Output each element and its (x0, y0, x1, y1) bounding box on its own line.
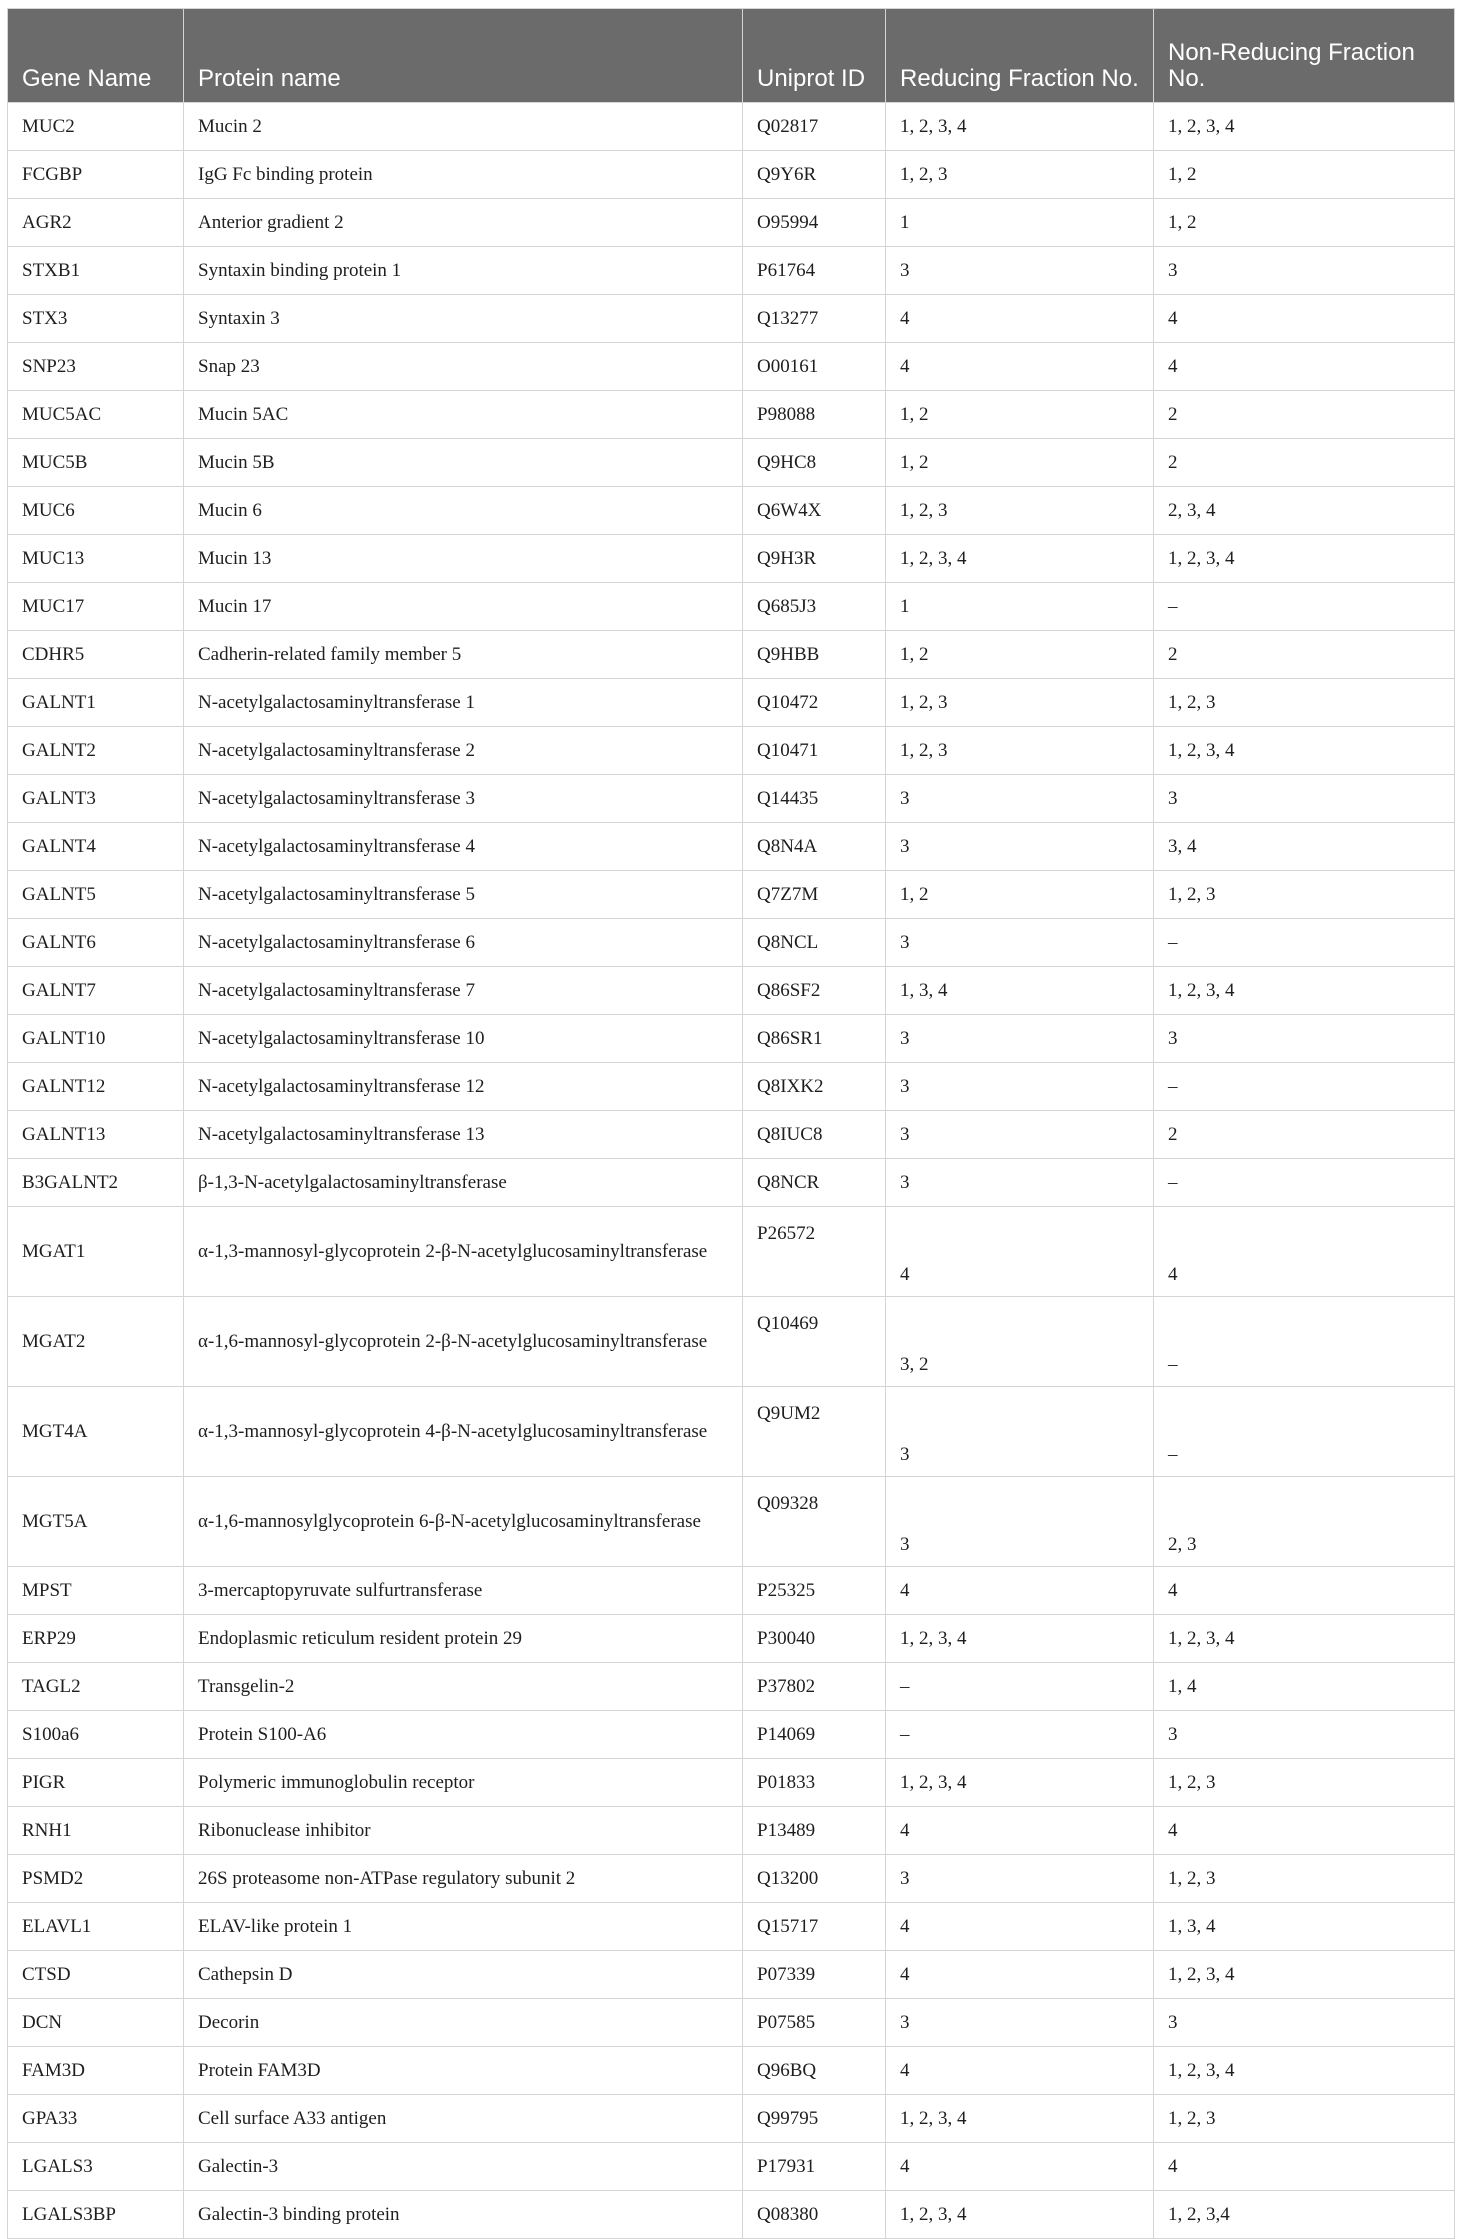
reducing-fraction-cell: 1, 2, 3, 4 (886, 2191, 1154, 2239)
reducing-fraction-cell: – (886, 1711, 1154, 1759)
protein-name-cell: N-acetylgalactosaminyltransferase 3 (184, 775, 743, 823)
gene-name-cell: GALNT12 (8, 1063, 184, 1111)
protein-name-cell: Snap 23 (184, 343, 743, 391)
uniprot-id-cell: Q8NCR (743, 1159, 886, 1207)
gene-name-cell: RNH1 (8, 1807, 184, 1855)
protein-name-cell: 26S proteasome non-ATPase regulatory subunit 2 (184, 1855, 743, 1903)
uniprot-id-cell: P01833 (743, 1759, 886, 1807)
uniprot-id-cell: Q6W4X (743, 487, 886, 535)
non-reducing-fraction-cell: – (1154, 1159, 1455, 1207)
gene-name-cell: MUC17 (8, 583, 184, 631)
reducing-fraction-cell: 1, 2, 3 (886, 487, 1154, 535)
uniprot-id-cell: P17931 (743, 2143, 886, 2191)
gene-name-cell: LGALS3 (8, 2143, 184, 2191)
reducing-fraction-cell: 4 (886, 343, 1154, 391)
uniprot-id-cell: Q9UM2 (743, 1387, 886, 1477)
gene-name-cell: GALNT7 (8, 967, 184, 1015)
gene-name-cell: SNP23 (8, 343, 184, 391)
uniprot-id-cell: P07339 (743, 1951, 886, 1999)
protein-name-cell: Mucin 6 (184, 487, 743, 535)
protein-name-cell: Galectin-3 (184, 2143, 743, 2191)
protein-name-cell: α-1,6-mannosylglycoprotein 6-β-N-acetylglucosaminyltransferase (184, 1477, 743, 1567)
non-reducing-fraction-cell: 3 (1154, 247, 1455, 295)
gene-name-cell: MUC5AC (8, 391, 184, 439)
non-reducing-fraction-cell: 3 (1154, 1999, 1455, 2047)
table-row (8, 871, 1455, 919)
reducing-fraction-cell: 1, 2, 3, 4 (886, 1759, 1154, 1807)
table-row (8, 1663, 1455, 1711)
uniprot-id-cell: Q08380 (743, 2191, 886, 2239)
reducing-fraction-cell: 1, 2 (886, 631, 1154, 679)
table-row (8, 2191, 1455, 2239)
table-row (8, 247, 1455, 295)
gene-name-cell: GALNT3 (8, 775, 184, 823)
gene-name-cell: B3GALNT2 (8, 1159, 184, 1207)
gene-name-cell: GALNT4 (8, 823, 184, 871)
gene-name-cell: GALNT6 (8, 919, 184, 967)
non-reducing-fraction-cell: 1, 2, 3 (1154, 2095, 1455, 2143)
uniprot-id-cell: Q10471 (743, 727, 886, 775)
gene-name-cell: MUC13 (8, 535, 184, 583)
uniprot-id-cell: Q15717 (743, 1903, 886, 1951)
protein-name-cell: Anterior gradient 2 (184, 199, 743, 247)
uniprot-id-cell: Q8N4A (743, 823, 886, 871)
uniprot-id-cell: P98088 (743, 391, 886, 439)
reducing-fraction-cell: 4 (886, 1807, 1154, 1855)
uniprot-id-cell: Q685J3 (743, 583, 886, 631)
protein-name-cell: IgG Fc binding protein (184, 151, 743, 199)
uniprot-id-cell: P14069 (743, 1711, 886, 1759)
table-row (8, 1807, 1455, 1855)
uniprot-id-cell: P30040 (743, 1615, 886, 1663)
gene-name-cell: MGAT2 (8, 1297, 184, 1387)
gene-name-cell: AGR2 (8, 199, 184, 247)
gene-name-cell: STX3 (8, 295, 184, 343)
reducing-fraction-cell: 4 (886, 2143, 1154, 2191)
table-header (8, 9, 1455, 103)
protein-name-cell: Syntaxin binding protein 1 (184, 247, 743, 295)
non-reducing-fraction-cell: 2, 3, 4 (1154, 487, 1455, 535)
gene-name-cell: PIGR (8, 1759, 184, 1807)
reducing-fraction-cell: 1, 2 (886, 871, 1154, 919)
non-reducing-fraction-cell: 1, 2, 3,4 (1154, 2191, 1455, 2239)
uniprot-id-cell: Q9HBB (743, 631, 886, 679)
table-row (8, 775, 1455, 823)
reducing-fraction-cell: 3 (886, 919, 1154, 967)
protein-name-cell: N-acetylgalactosaminyltransferase 4 (184, 823, 743, 871)
non-reducing-fraction-cell: 4 (1154, 1567, 1455, 1615)
non-reducing-fraction-cell: 4 (1154, 2143, 1455, 2191)
table-row (8, 439, 1455, 487)
reducing-fraction-cell: 3 (886, 1387, 1154, 1477)
reducing-fraction-cell: 3 (886, 1855, 1154, 1903)
table-row (8, 1855, 1455, 1903)
uniprot-id-cell: Q8IUC8 (743, 1111, 886, 1159)
gene-name-cell: GALNT5 (8, 871, 184, 919)
table-row (8, 295, 1455, 343)
uniprot-id-cell: Q96BQ (743, 2047, 886, 2095)
non-reducing-fraction-cell: 2 (1154, 439, 1455, 487)
non-reducing-fraction-cell: 1, 2, 3, 4 (1154, 967, 1455, 1015)
reducing-fraction-cell: 3 (886, 1063, 1154, 1111)
non-reducing-fraction-cell: 1, 2, 3 (1154, 1855, 1455, 1903)
table-row (8, 151, 1455, 199)
table-row (8, 1297, 1455, 1387)
uniprot-id-cell: Q10472 (743, 679, 886, 727)
table-row (8, 1951, 1455, 1999)
uniprot-id-cell: Q9HC8 (743, 439, 886, 487)
reducing-fraction-cell: 3 (886, 247, 1154, 295)
gene-name-cell: GPA33 (8, 2095, 184, 2143)
protein-name-cell: N-acetylgalactosaminyltransferase 12 (184, 1063, 743, 1111)
gene-name-cell: PSMD2 (8, 1855, 184, 1903)
table-row (8, 1015, 1455, 1063)
protein-name-cell: Polymeric immunoglobulin receptor (184, 1759, 743, 1807)
table-row (8, 2047, 1455, 2095)
reducing-fraction-cell: – (886, 1663, 1154, 1711)
protein-name-cell: N-acetylgalactosaminyltransferase 7 (184, 967, 743, 1015)
uniprot-id-cell: Q9H3R (743, 535, 886, 583)
gene-name-cell: CDHR5 (8, 631, 184, 679)
non-reducing-fraction-cell: 1, 2 (1154, 151, 1455, 199)
non-reducing-fraction-cell: 4 (1154, 1207, 1455, 1297)
gene-name-cell: ELAVL1 (8, 1903, 184, 1951)
reducing-fraction-cell: 3 (886, 1159, 1154, 1207)
non-reducing-fraction-cell: 3, 4 (1154, 823, 1455, 871)
table-row (8, 1903, 1455, 1951)
uniprot-id-cell: Q9Y6R (743, 151, 886, 199)
gene-name-cell: MUC5B (8, 439, 184, 487)
protein-name-cell: Cell surface A33 antigen (184, 2095, 743, 2143)
uniprot-id-cell: O95994 (743, 199, 886, 247)
table-container (7, 8, 1454, 2239)
non-reducing-fraction-cell: 1, 2, 3, 4 (1154, 1615, 1455, 1663)
non-reducing-fraction-cell: 3 (1154, 1015, 1455, 1063)
uniprot-id-cell: Q13200 (743, 1855, 886, 1903)
protein-name-cell: β-1,3-N-acetylgalactosaminyltransferase (184, 1159, 743, 1207)
table-row (8, 1567, 1455, 1615)
reducing-fraction-cell: 3 (886, 1477, 1154, 1567)
protein-name-cell: Cadherin-related family member 5 (184, 631, 743, 679)
reducing-fraction-cell: 3, 2 (886, 1297, 1154, 1387)
protein-name-cell: N-acetylgalactosaminyltransferase 2 (184, 727, 743, 775)
reducing-fraction-cell: 1, 2, 3, 4 (886, 2095, 1154, 2143)
non-reducing-fraction-cell: – (1154, 1387, 1455, 1477)
gene-name-cell: MUC6 (8, 487, 184, 535)
header-protein-name: Protein name (184, 9, 743, 103)
uniprot-id-cell: Q8IXK2 (743, 1063, 886, 1111)
table-row (8, 1111, 1455, 1159)
table-row (8, 487, 1455, 535)
non-reducing-fraction-cell: 1, 4 (1154, 1663, 1455, 1711)
protein-name-cell: Decorin (184, 1999, 743, 2047)
uniprot-id-cell: P26572 (743, 1207, 886, 1297)
uniprot-id-cell: P37802 (743, 1663, 886, 1711)
reducing-fraction-cell: 1, 2, 3, 4 (886, 535, 1154, 583)
gene-name-cell: GALNT2 (8, 727, 184, 775)
protein-name-cell: α-1,3-mannosyl-glycoprotein 2-β-N-acetylglucosaminyltransferase (184, 1207, 743, 1297)
non-reducing-fraction-cell: – (1154, 919, 1455, 967)
reducing-fraction-cell: 3 (886, 823, 1154, 871)
gene-name-cell: MGT5A (8, 1477, 184, 1567)
table-row (8, 583, 1455, 631)
reducing-fraction-cell: 1, 2, 3 (886, 727, 1154, 775)
table-row (8, 1063, 1455, 1111)
non-reducing-fraction-cell: 2 (1154, 631, 1455, 679)
protein-table (7, 8, 1455, 2239)
uniprot-id-cell: P25325 (743, 1567, 886, 1615)
non-reducing-fraction-cell: 1, 2, 3 (1154, 871, 1455, 919)
reducing-fraction-cell: 4 (886, 1951, 1154, 1999)
protein-name-cell: α-1,3-mannosyl-glycoprotein 4-β-N-acetylglucosaminyltransferase (184, 1387, 743, 1477)
header-row (8, 9, 1455, 103)
protein-name-cell: N-acetylgalactosaminyltransferase 5 (184, 871, 743, 919)
protein-name-cell: N-acetylgalactosaminyltransferase 10 (184, 1015, 743, 1063)
table-row (8, 1711, 1455, 1759)
reducing-fraction-cell: 1, 2, 3, 4 (886, 103, 1154, 151)
table-row (8, 1159, 1455, 1207)
gene-name-cell: GALNT10 (8, 1015, 184, 1063)
uniprot-id-cell: Q09328 (743, 1477, 886, 1567)
reducing-fraction-cell: 1 (886, 199, 1154, 247)
non-reducing-fraction-cell: 2 (1154, 391, 1455, 439)
gene-name-cell: MGT4A (8, 1387, 184, 1477)
non-reducing-fraction-cell: 3 (1154, 775, 1455, 823)
table-row (8, 727, 1455, 775)
protein-name-cell: Protein S100-A6 (184, 1711, 743, 1759)
non-reducing-fraction-cell: 2, 3 (1154, 1477, 1455, 1567)
uniprot-id-cell: Q7Z7M (743, 871, 886, 919)
protein-name-cell: Mucin 5B (184, 439, 743, 487)
reducing-fraction-cell: 1, 3, 4 (886, 967, 1154, 1015)
table-body (8, 103, 1455, 2239)
uniprot-id-cell: Q10469 (743, 1297, 886, 1387)
protein-name-cell: Syntaxin 3 (184, 295, 743, 343)
protein-name-cell: Mucin 5AC (184, 391, 743, 439)
protein-name-cell: Mucin 17 (184, 583, 743, 631)
protein-name-cell: 3-mercaptopyruvate sulfurtransferase (184, 1567, 743, 1615)
protein-name-cell: Mucin 13 (184, 535, 743, 583)
non-reducing-fraction-cell: 1, 2, 3 (1154, 1759, 1455, 1807)
table-row (8, 967, 1455, 1015)
table-row (8, 103, 1455, 151)
gene-name-cell: S100a6 (8, 1711, 184, 1759)
non-reducing-fraction-cell: 4 (1154, 343, 1455, 391)
protein-name-cell: Transgelin-2 (184, 1663, 743, 1711)
gene-name-cell: FAM3D (8, 2047, 184, 2095)
protein-name-cell: Ribonuclease inhibitor (184, 1807, 743, 1855)
gene-name-cell: MUC2 (8, 103, 184, 151)
reducing-fraction-cell: 4 (886, 1567, 1154, 1615)
reducing-fraction-cell: 1, 2, 3, 4 (886, 1615, 1154, 1663)
non-reducing-fraction-cell: 1, 2, 3, 4 (1154, 2047, 1455, 2095)
protein-name-cell: Galectin-3 binding protein (184, 2191, 743, 2239)
gene-name-cell: MGAT1 (8, 1207, 184, 1297)
reducing-fraction-cell: 1, 2, 3 (886, 679, 1154, 727)
reducing-fraction-cell: 3 (886, 1111, 1154, 1159)
protein-name-cell: N-acetylgalactosaminyltransferase 1 (184, 679, 743, 727)
table-row (8, 1207, 1455, 1297)
protein-name-cell: Mucin 2 (184, 103, 743, 151)
header-reducing-fraction: Reducing Fraction No. (886, 9, 1154, 103)
gene-name-cell: DCN (8, 1999, 184, 2047)
table-row (8, 1387, 1455, 1477)
gene-name-cell: FCGBP (8, 151, 184, 199)
table-row (8, 199, 1455, 247)
reducing-fraction-cell: 4 (886, 2047, 1154, 2095)
gene-name-cell: TAGL2 (8, 1663, 184, 1711)
table-row (8, 2143, 1455, 2191)
non-reducing-fraction-cell: – (1154, 583, 1455, 631)
table-row (8, 2095, 1455, 2143)
non-reducing-fraction-cell: 1, 2, 3 (1154, 679, 1455, 727)
uniprot-id-cell: Q14435 (743, 775, 886, 823)
protein-name-cell: Endoplasmic reticulum resident protein 29 (184, 1615, 743, 1663)
reducing-fraction-cell: 4 (886, 1903, 1154, 1951)
uniprot-id-cell: P61764 (743, 247, 886, 295)
table-row (8, 919, 1455, 967)
non-reducing-fraction-cell: 1, 2, 3, 4 (1154, 103, 1455, 151)
table-row (8, 1759, 1455, 1807)
table-row (8, 1615, 1455, 1663)
non-reducing-fraction-cell: 4 (1154, 1807, 1455, 1855)
non-reducing-fraction-cell: 1, 2 (1154, 199, 1455, 247)
uniprot-id-cell: P07585 (743, 1999, 886, 2047)
table-row (8, 1477, 1455, 1567)
protein-name-cell: N-acetylgalactosaminyltransferase 6 (184, 919, 743, 967)
protein-name-cell: Protein FAM3D (184, 2047, 743, 2095)
non-reducing-fraction-cell: – (1154, 1297, 1455, 1387)
uniprot-id-cell: Q02817 (743, 103, 886, 151)
gene-name-cell: MPST (8, 1567, 184, 1615)
reducing-fraction-cell: 4 (886, 295, 1154, 343)
non-reducing-fraction-cell: 3 (1154, 1711, 1455, 1759)
table-row (8, 679, 1455, 727)
reducing-fraction-cell: 1 (886, 583, 1154, 631)
non-reducing-fraction-cell: 1, 2, 3, 4 (1154, 727, 1455, 775)
non-reducing-fraction-cell: 1, 3, 4 (1154, 1903, 1455, 1951)
gene-name-cell: GALNT13 (8, 1111, 184, 1159)
reducing-fraction-cell: 1, 2 (886, 391, 1154, 439)
table-row (8, 535, 1455, 583)
gene-name-cell: ERP29 (8, 1615, 184, 1663)
gene-name-cell: LGALS3BP (8, 2191, 184, 2239)
reducing-fraction-cell: 3 (886, 1015, 1154, 1063)
table-row (8, 631, 1455, 679)
uniprot-id-cell: Q86SR1 (743, 1015, 886, 1063)
uniprot-id-cell: Q86SF2 (743, 967, 886, 1015)
protein-name-cell: ELAV-like protein 1 (184, 1903, 743, 1951)
protein-name-cell: α-1,6-mannosyl-glycoprotein 2-β-N-acetylglucosaminyltransferase (184, 1297, 743, 1387)
reducing-fraction-cell: 1, 2, 3 (886, 151, 1154, 199)
reducing-fraction-cell: 3 (886, 1999, 1154, 2047)
uniprot-id-cell: Q8NCL (743, 919, 886, 967)
header-gene-name: Gene Name (8, 9, 184, 103)
table-row (8, 391, 1455, 439)
gene-name-cell: STXB1 (8, 247, 184, 295)
protein-name-cell: N-acetylgalactosaminyltransferase 13 (184, 1111, 743, 1159)
table-row (8, 823, 1455, 871)
reducing-fraction-cell: 1, 2 (886, 439, 1154, 487)
header-non-reducing-fraction: Non-Reducing Fraction No. (1154, 9, 1455, 103)
reducing-fraction-cell: 4 (886, 1207, 1154, 1297)
table-row (8, 1999, 1455, 2047)
non-reducing-fraction-cell: 4 (1154, 295, 1455, 343)
non-reducing-fraction-cell: – (1154, 1063, 1455, 1111)
non-reducing-fraction-cell: 2 (1154, 1111, 1455, 1159)
uniprot-id-cell: O00161 (743, 343, 886, 391)
protein-name-cell: Cathepsin D (184, 1951, 743, 1999)
non-reducing-fraction-cell: 1, 2, 3, 4 (1154, 1951, 1455, 1999)
table-row (8, 343, 1455, 391)
non-reducing-fraction-cell: 1, 2, 3, 4 (1154, 535, 1455, 583)
reducing-fraction-cell: 3 (886, 775, 1154, 823)
gene-name-cell: CTSD (8, 1951, 184, 1999)
uniprot-id-cell: P13489 (743, 1807, 886, 1855)
gene-name-cell: GALNT1 (8, 679, 184, 727)
uniprot-id-cell: Q99795 (743, 2095, 886, 2143)
uniprot-id-cell: Q13277 (743, 295, 886, 343)
header-uniprot-id: Uniprot ID (743, 9, 886, 103)
